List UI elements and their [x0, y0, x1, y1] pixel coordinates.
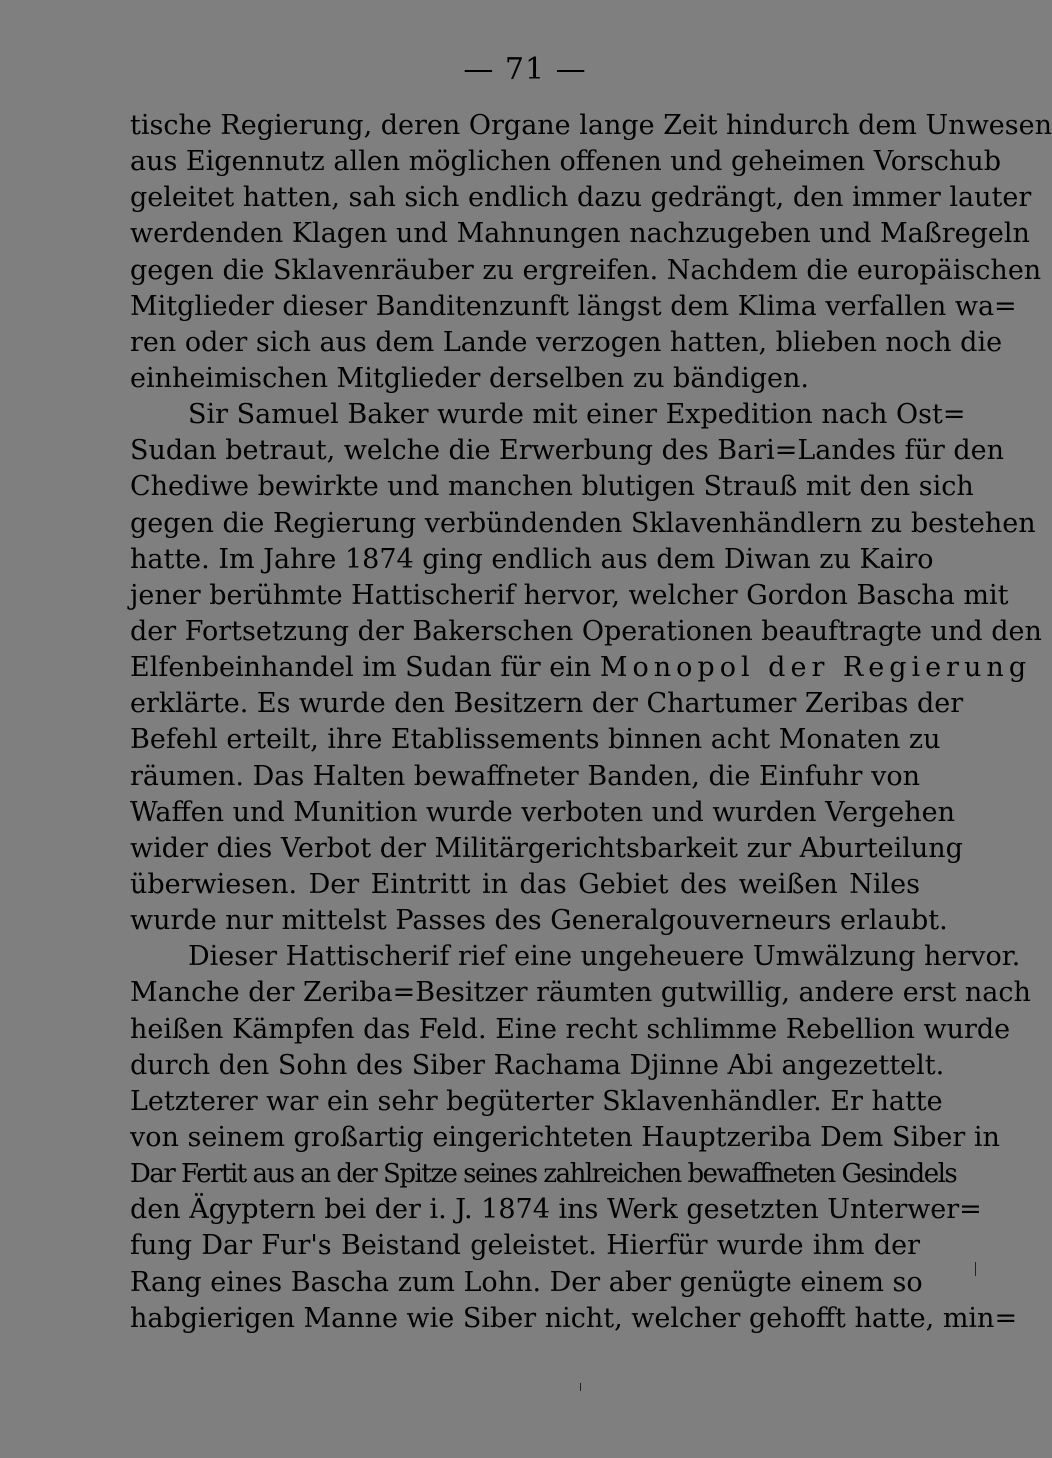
text-line: Waffen und Munition wurde verboten und wurden Vergehen — [130, 796, 955, 828]
text-line: erklärte. Es wurde den Besitzern der Chartumer Zeribas der — [130, 688, 964, 720]
text-line: den Ägyptern bei der i. J. 1874 ins Werk gesetzten Unterwer= — [130, 1194, 982, 1226]
text-line: überwiesen. Der Eintritt in das Gebiet des weißen Niles — [130, 868, 920, 900]
text-line: Sudan betraut, welche die Erwerbung des Bari=Landes für den — [130, 435, 1005, 467]
text-line: Rang eines Bascha zum Lohn. Der aber genügte einem so — [130, 1266, 923, 1298]
text-line: tische Regierung, deren Organe lange Zeit hindurch dem Unwesen — [130, 110, 1052, 141]
text-line: gegen die Sklavenräuber zu ergreifen. Nachdem die europäischen — [130, 254, 1042, 286]
text-line: Letzterer war ein sehr begüterter Sklavenhändler. Er hatte — [130, 1085, 943, 1117]
text-line: hatte. Im Jahre 1874 ging endlich aus dem Diwan zu Kairo — [130, 543, 934, 575]
text-line: wider dies Verbot der Militärgerichtsbarkeit zur Aburteilung — [130, 832, 963, 864]
text-line: durch den Sohn des Siber Rachama Djinne Abi angezettelt. — [130, 1049, 945, 1081]
page-body — [130, 108, 1052, 1337]
text-line: heißen Kämpfen das Feld. Eine recht schlimme Rebellion wurde — [130, 1013, 1011, 1045]
line-text: Elfenbeinhandel im Sudan für ein — [130, 652, 592, 684]
text-line: jener berühmte Hattischerif hervor, welcher Gordon Bascha mit — [130, 579, 1009, 611]
text-line: habgierigen Manne wie Siber nicht, welcher gehofft hatte, min= — [130, 1302, 1018, 1334]
text-line: Sir Samuel Baker wurde mit einer Expedition nach Ost= — [188, 399, 966, 431]
text-line: geleitet hatten, sah sich endlich dazu gedrängt, den immer lauter — [130, 182, 1032, 214]
page-number: — 71 — — [463, 52, 587, 87]
text-line: gegen die Regierung verbündenden Sklavenhändlern zu bestehen — [130, 507, 1036, 539]
text-line: Chediwe bewirkte und manchen blutigen Strauß mit den sich — [130, 471, 974, 503]
text-line: ren oder sich aus dem Lande verzogen hatten, blieben noch die — [130, 326, 1003, 358]
text-line: wurde nur mittelst Passes des Generalgouverneurs erlaubt. — [130, 905, 948, 937]
text-line: von seinem großartig eingerichteten Hauptzeriba Dem Siber in — [130, 1121, 1000, 1153]
text-line: Befehl erteilt, ihre Etablissements binnen acht Monaten zu — [130, 724, 941, 756]
margin-mark — [580, 1383, 581, 1391]
text-line: einheimischen Mitglieder derselben zu bändigen. — [130, 362, 809, 394]
text-line: fung Dar Fur's Beistand geleistet. Hierfür wurde ihm der — [130, 1230, 920, 1262]
text-line: aus Eigennutz allen möglichen offenen und geheimen Vorschub — [130, 146, 1001, 178]
text-line: Dieser Hattischerif rief eine ungeheuere Umwälzung hervor. — [188, 941, 1021, 973]
text-line: der Fortsetzung der Bakerschen Operationen beauftragte und den — [130, 615, 1042, 647]
text-line — [130, 650, 1032, 686]
spaced-phrase: Monopol der Regierung — [599, 652, 1032, 684]
text-line: Mitglieder dieser Banditenzunft längst dem Klima verfallen wa= — [130, 290, 1017, 322]
text-line: räumen. Das Halten bewaffneter Banden, die Einfuhr von — [130, 760, 920, 792]
margin-mark — [975, 1262, 976, 1276]
text-line: werdenden Klagen und Mahnungen nachzugeben und Maßregeln — [130, 218, 1030, 250]
text-line: Dar Fertit aus an der Spitze seines zahlreichen bewaffneten Gesindels — [130, 1159, 957, 1190]
text-line: Manche der Zeriba=Besitzer räumten gutwillig, andere erst nach — [130, 977, 1031, 1009]
